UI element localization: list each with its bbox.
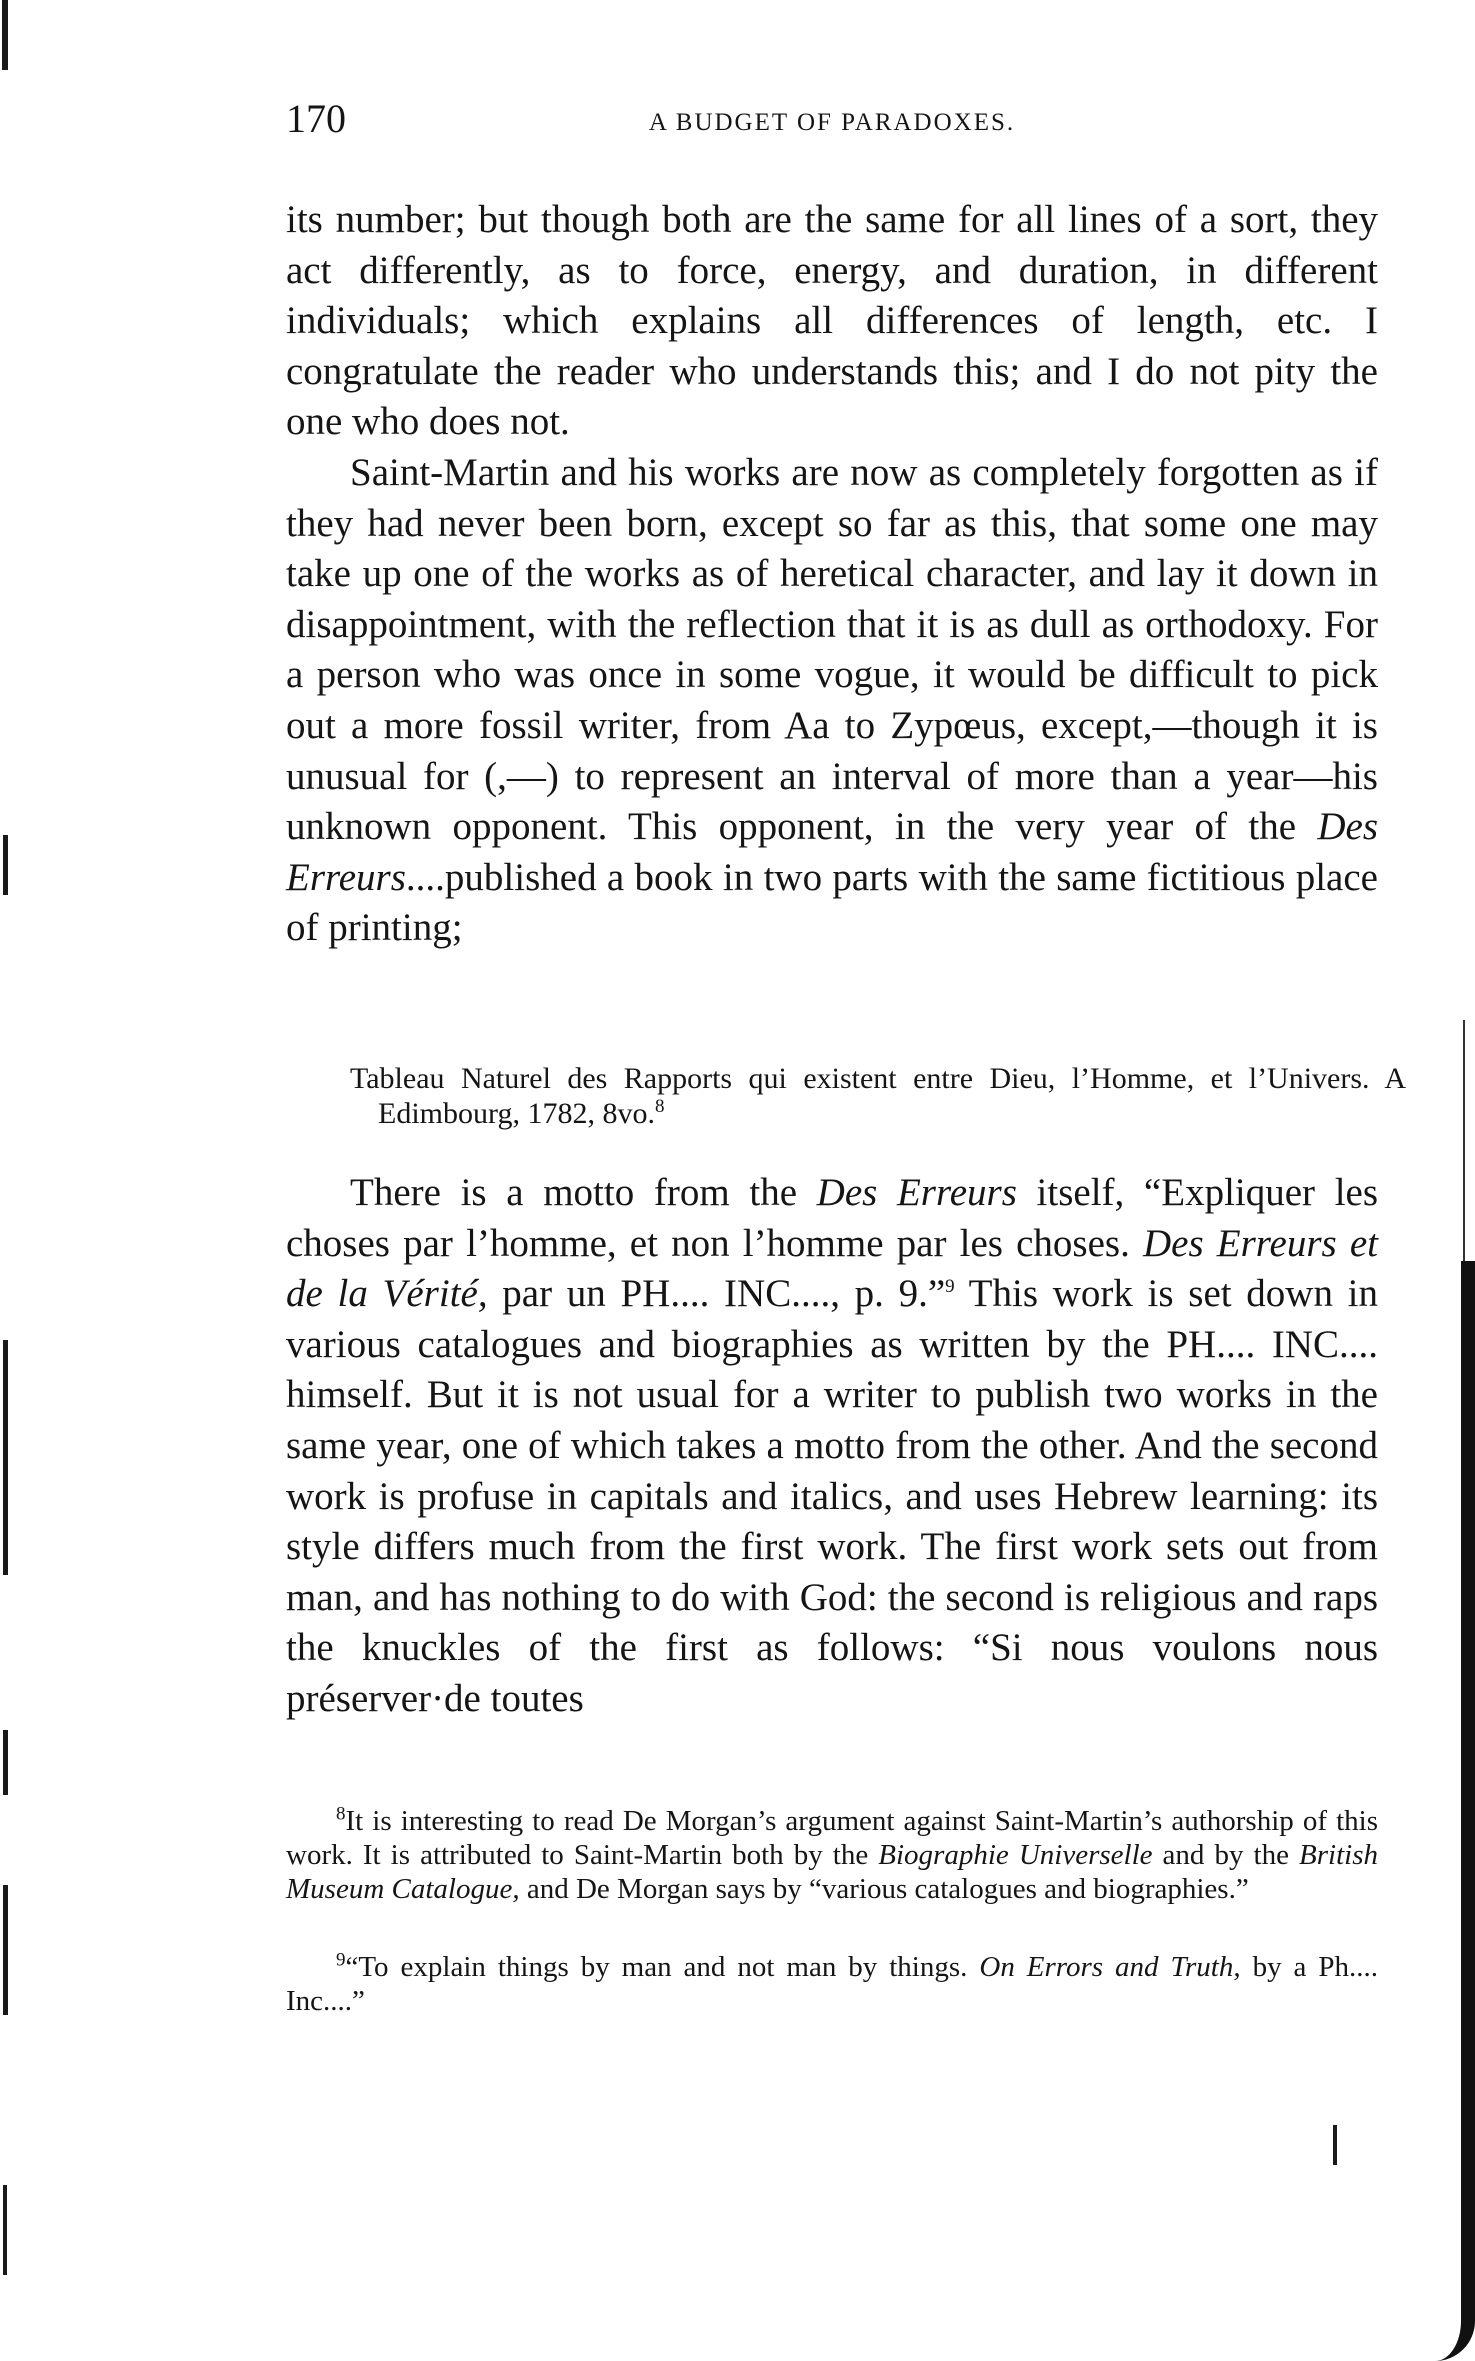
paragraph-3-text-c: par un PH.... INC...., p. 9.” [487,1272,946,1316]
footnote-9-text-b: by a Ph.... Inc....” [286,1951,1378,2017]
scan-mark-left-2 [3,1340,8,1575]
scan-mark-left-3 [3,1730,8,1795]
paragraph-2 [286,448,1378,954]
paragraph-3-text-d: This work is set down in various catalogues and biographies as written by the PH.... INC.... himself. But it is not usual for a writer to publish two works in the same year, one of which takes a motto from the other. And the second work is profuse in capitals and italics, and uses Hebrew learning: its style differs much from the first work. The first work sets out from man, and has nothing to do with God: the second is religious and raps the knuckles of the first as follows: “Si nous voulons nous préserver·de toutes [286,1272,1378,1720]
paragraph-2-text-a: Saint-Martin and his works are now as completely forgotten as if they had never been born, except so far as this, that some one may take up one of the works as of heretical character, and lay it down in disappointment, with the reflection that it is as dull as orthodoxy. For a person who was once in some vogue, it would be difficult to pick out a more fossil writer, from Aa to Zypœus, except,—though it is unusual for (,—) to represent an interval of more than a year—his unknown opponent. This opponent, in the very year of the [286,451,1378,849]
footnote-8-italic-1: Biographie Universelle [878,1839,1153,1871]
footnote-8-marker: 8 [336,1803,346,1825]
scan-mark-left-4 [3,1885,8,2015]
scan-mark-top-left [2,0,8,70]
footnote-9-italic: On Errors and Truth, [979,1951,1241,1983]
running-head: A BUDGET OF PARADOXES. [648,109,1016,136]
footnote-8-text-a: It is interesting to read De Morgan’s argument against Saint-Martin’s authorship of this work. It is attributed to Saint-Martin both by the [286,1805,1378,1871]
paragraph-3-italic-2: Des Erreurs et de la Vérité, [286,1221,1378,1316]
paragraph-3 [286,1168,1378,1725]
paragraph-1-text: its number; but though both are the same for all lines of a sort, they act differently, as to force, energy, and duration, in different individuals; which explains all differences of length, etc. I congratulate the reader who understands this; and I do not pity the one who does not. [286,198,1378,444]
paragraph-1 [286,195,1378,448]
footnote-9 [286,1950,1378,2018]
footnote-8-italic-2: British Museum Catalogue, [286,1839,1378,1905]
footnote-9-text-a: “To explain things by man and not man by things. [345,1951,980,1983]
block-quote-title [350,1061,1406,1131]
paragraph-3-text-a: There is a motto from the [350,1171,817,1214]
scan-mark-bottom-right [1333,2125,1337,2165]
footnote-8-text-b: and by the [1152,1839,1300,1871]
page-number: 170 [286,96,346,141]
paragraph-2-text-b: ....published a book in two parts with the same fictitious place of printing; [286,855,1378,950]
footnote-8-text-c: and De Morgan says by “various catalogues and biographies.” [519,1873,1249,1905]
scan-mark-left-5 [3,2185,7,2275]
block-quote-text: Tableau Naturel des Rapports qui existent entre Dieu, l’Homme, et l’Univers. A Edimbourg, 1782, 8vo. [350,1062,1406,1130]
footnote-9-marker: 9 [336,1949,346,1971]
footnote-8 [286,1804,1378,1906]
page-header [286,95,1378,145]
paragraph-2-title-italic: Des Erreurs [286,805,1378,899]
scan-mark-left-1 [3,835,8,895]
footnote-ref-9: 9 [945,1276,955,1298]
footnote-ref-8: 8 [654,1096,665,1117]
paragraph-3-italic-1: Des Erreurs [816,1171,1017,1214]
paragraph-3-text-b: itself, “Expliquer les choses par l’homme, et non l’homme par les choses. [286,1171,1379,1265]
page-edge-curl [1415,1261,1475,2361]
